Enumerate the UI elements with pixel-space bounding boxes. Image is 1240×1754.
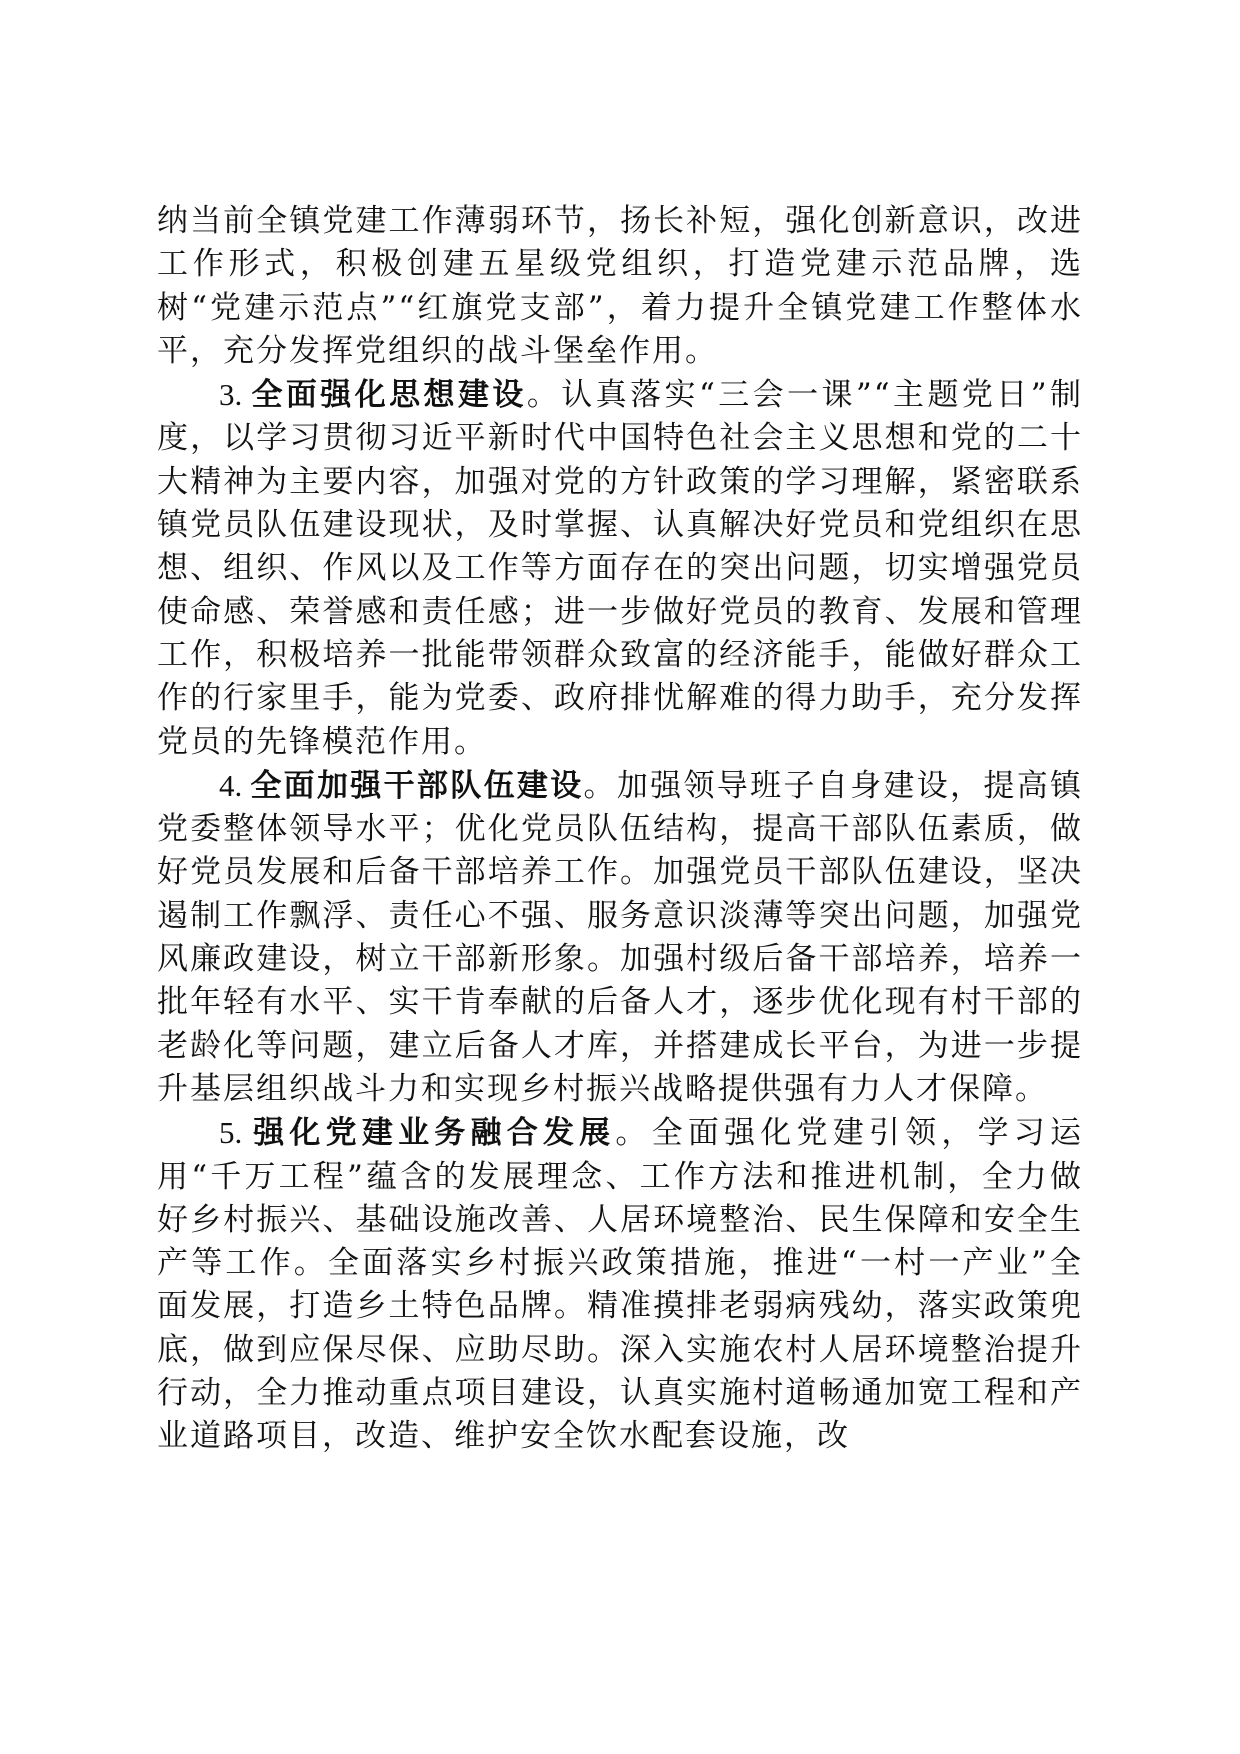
item-heading: 全面加强干部队伍建设 (250, 767, 584, 804)
paragraph-text: 。全面强化党建引领，学习运用“千万工程”蕴含的发展理念、工作方法和推进机制，全力做好乡村振兴、基础设施改善、人居环境整治、民生保障和安全生产等工作。全面落实乡村振兴政策措施，推进“一村一产业”全面发展，打造乡土特色品牌。精准摸排老弱病残幼，落实政策兜底，做到应保尽保、应助尽助。深入实施农村人居环境整治提升行动，全力推动重点项目建设，认真实施村道畅通加宽工程和产业道路项目，改造、维护安全饮水配套设施，改 (157, 1115, 1084, 1455)
paragraph-text: 。加强领导班子自身建设，提高镇党委整体领导水平；优化党员队伍结构，提高干部队伍素质，做好党员发展和后备干部培养工作。加强党员干部队伍建设，坚决遏制工作飘浮、责任心不强、服务意识淡薄等突出问题，加强党风廉政建设，树立干部新形象。加强村级后备干部培养，培养一批年轻有水平、实干肯奉献的后备人才，逐步优化现有村干部的老龄化等问题，建立后备人才库，并搭建成长平台，为进一步提升基层组织战斗力和实现乡村振兴战略提供强有力人才保障。 (157, 767, 1084, 1107)
paragraph-text: 。认真落实“三会一课”“主题党日”制度，以学习贯彻习近平新时代中国特色社会主义思想和党的二十大精神为主要内容，加强对党的方针政策的学习理解，紧密联系镇党员队伍建设现状，及时掌握、认真解决好党员和党组织在思想、组织、作风以及工作等方面存在的突出问题，切实增强党员使命感、荣誉感和责任感；进一步做好党员的教育、发展和管理工作，积极培养一批能带领群众致富的经济能手，能做好群众工作的行家里手，能为党委、政府排忧解难的得力助手，充分发挥党员的先锋模范作用。 (157, 377, 1083, 760)
paragraph-continuation (157, 200, 1083, 373)
item-heading: 全面强化思想建设 (251, 377, 527, 414)
item-heading: 强化党建业务融合发展 (253, 1115, 616, 1152)
paragraph-text: 纳当前全镇党建工作薄弱环节，扬长补短，强化创新意识，改进工作形式，积极创建五星级党组织，打造党建示范品牌，选树“党建示范点”“红旗党支部”，着力提升全镇党建工作整体水平，充分发挥党组织的战斗堡垒作用。 (157, 203, 1083, 369)
paragraph-item-5 (157, 1111, 1083, 1458)
item-number: 3. (219, 377, 252, 413)
paragraph-item-4 (157, 764, 1083, 1111)
paragraph-item-3 (157, 373, 1083, 764)
item-number: 4. (219, 767, 251, 803)
document-body (157, 200, 1083, 1459)
item-number: 5. (219, 1115, 254, 1151)
